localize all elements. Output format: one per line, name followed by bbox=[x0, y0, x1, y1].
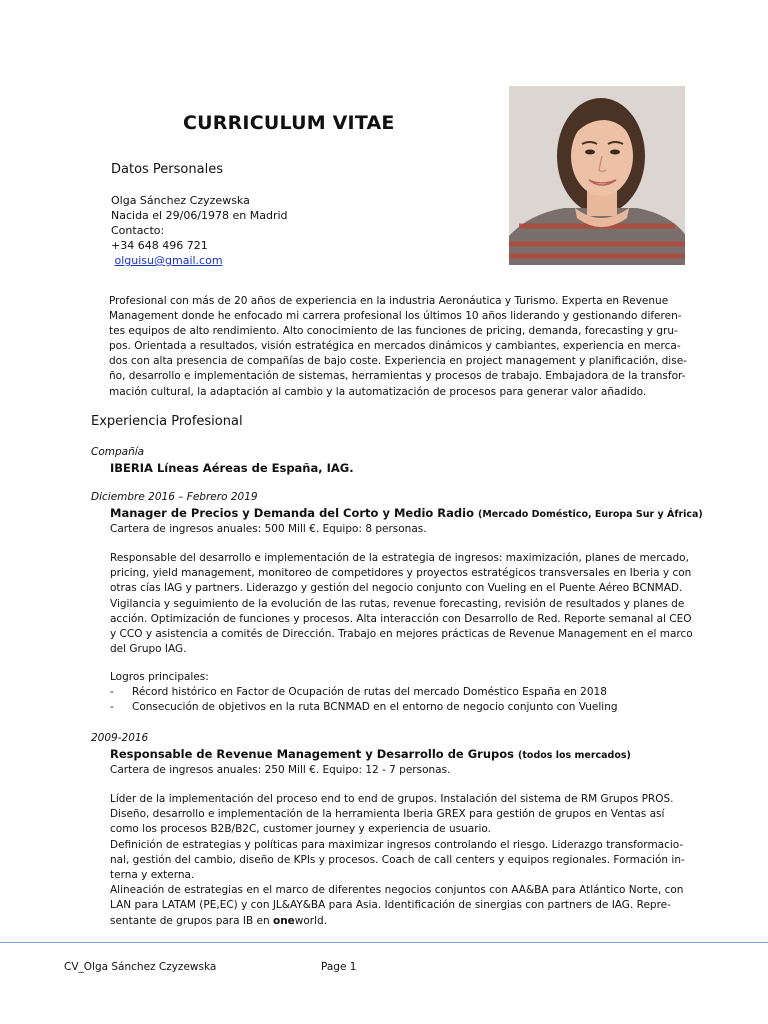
last-line-suffix: world. bbox=[294, 914, 328, 927]
job2-desc-line: nal, gestión del cambio, diseño de KPIs y procesos. Coach de call centers y equipos regionales. Formación in- bbox=[110, 853, 685, 866]
job1-description bbox=[110, 551, 693, 657]
footer-doc-name: CV_Olga Sánchez Czyzewska bbox=[64, 961, 217, 973]
job2-desc-line: Definición de estrategias y políticas para maximizar ingresos controlando el riesgo. Liderazgo transformacio- bbox=[110, 838, 684, 851]
job1-desc-line: Vigilancia y seguimiento de la evolución de las rutas, revenue forecasting, revisión de resultados y planes de bbox=[110, 597, 685, 610]
company-label: Compañía bbox=[91, 446, 145, 458]
achievement-text: Récord histórico en Factor de Ocupación de rutas del mercado Doméstico España en 2018 bbox=[132, 686, 607, 698]
contact-label: Contacto: bbox=[111, 224, 165, 237]
summary-line: tes equipos de alto rendimiento. Alto conocimiento de las funciones de pricing, demanda, forecasting y gru- bbox=[109, 325, 678, 338]
job1-title: Manager de Precios y Demanda del Corto y Medio Radio bbox=[110, 506, 474, 520]
job2-desc-line: Alineación de estrategias en el marco de diferentes negocios conjuntos con AA&BA para Atlántico Norte, con bbox=[110, 884, 684, 897]
profile-summary bbox=[109, 294, 699, 400]
job1-budget-text: Cartera de ingresos anuales: 500 Mill €. Equipo: 8 personas. bbox=[110, 523, 427, 535]
job1-scope: (Mercado Doméstico, Europa Sur y África) bbox=[478, 509, 703, 520]
job1-desc-line: Responsable del desarrollo e implementación de la estrategia de ingresos: maximización, planes de mercado, bbox=[110, 552, 689, 564]
job1-period: Diciembre 2016 – Febrero 2019 bbox=[91, 491, 258, 503]
job1-achievements-label bbox=[110, 670, 209, 685]
job2-desc-line-last bbox=[110, 914, 685, 929]
job1-achievements bbox=[110, 685, 670, 717]
list-item: - Consecución de objetivos en la ruta BCNMAD en el entorno de negocio conjunto con Vueling bbox=[110, 700, 670, 715]
birth-info: Nacida el 29/06/1978 en Madrid bbox=[111, 209, 288, 222]
footer-page-number: Page 1 bbox=[321, 961, 357, 973]
job1-title-line bbox=[110, 506, 703, 520]
document-title: CURRICULUM VITAE bbox=[183, 112, 395, 134]
job1-desc-line: pricing, yield management, monitoreo de competidores y proyectos estratégicos transversales en Iberia y con bbox=[110, 567, 692, 580]
job1-desc-line: otras cías IAG y partners. Liderazgo y gestión del negocio conjunto con Vueling en el Puente Aéreo BCNMAD. bbox=[110, 582, 683, 595]
experience-heading: Experiencia Profesional bbox=[91, 414, 243, 429]
job2-title-line bbox=[110, 747, 631, 761]
email-link[interactable]: olguisu@gmail.com bbox=[114, 254, 223, 267]
job1-desc-line: del Grupo IAG. bbox=[110, 643, 187, 656]
job1-desc-line: acción. Optimización de funciones y procesos. Alta interacción con Desarrollo de Red. Reporte semanal al CEO bbox=[110, 612, 692, 625]
last-line-prefix: sentante de grupos para IB en bbox=[110, 914, 273, 927]
phone-number: +34 648 496 721 bbox=[111, 239, 208, 252]
summary-line: Management donde he enfocado mi carrera profesional los últimos 10 años liderando y gestionando diferen- bbox=[109, 310, 682, 323]
company-name: IBERIA Líneas Aéreas de España, IAG. bbox=[110, 461, 354, 475]
job2-period: 2009-2016 bbox=[91, 732, 149, 744]
job2-desc-line: terna y externa. bbox=[110, 869, 195, 882]
job2-scope: (todos los mercados) bbox=[518, 750, 631, 761]
job2-desc-line: Líder de la implementación del proceso end to end de grupos. Instalación del sistema de RM Grupos PROS. bbox=[110, 793, 674, 805]
person-name: Olga Sánchez Czyzewska bbox=[111, 194, 250, 207]
job2-description bbox=[110, 792, 685, 929]
summary-line: ño, desarrollo e implementación de sistemas, herramientas y procesos de trabajo. Embajadora de la transfor- bbox=[109, 370, 686, 383]
footer-divider bbox=[0, 942, 768, 943]
job1-desc-line: y CCO y asistencia a comités de Dirección. Trabajo en mejores prácticas de Revenue Management en el marco bbox=[110, 628, 693, 641]
achievement-text: Consecución de objetivos en la ruta BCNMAD en el entorno de negocio conjunto con Vueling bbox=[132, 701, 618, 713]
summary-line: dos con alta presencia de compañías de bajo coste. Experiencia en project management y planificación, dise- bbox=[109, 355, 687, 368]
profile-photo bbox=[509, 86, 685, 265]
personal-data-heading: Datos Personales bbox=[111, 162, 223, 177]
achievements-label-text: Logros principales: bbox=[110, 671, 209, 683]
job1-budget bbox=[110, 522, 427, 537]
summary-line: Profesional con más de 20 años de experiencia en la industria Aeronáutica y Turismo. Experta en Revenue bbox=[109, 295, 669, 307]
summary-line: pos. Orientada a resultados, visión estratégica en mercados dinámicos y cambiantes, experiencia en merca- bbox=[109, 340, 681, 353]
job2-title: Responsable de Revenue Management y Desarrollo de Grupos bbox=[110, 747, 515, 761]
job2-budget bbox=[110, 763, 450, 778]
job2-desc-line: como los procesos B2B/B2C, customer journey y experiencia de usuario. bbox=[110, 823, 492, 836]
list-item: - Récord histórico en Factor de Ocupación de rutas del mercado Doméstico España en 2018 bbox=[110, 685, 670, 700]
job2-desc-line: LAN para LATAM (PE,EC) y con JL&AY&BA para Asia. Identificación de sinergias con partners de IAG. Repre- bbox=[110, 899, 671, 912]
summary-line: mación cultural, la adaptación al cambio y la automatización de procesos para generar valor añadido. bbox=[109, 385, 647, 398]
job2-budget-text: Cartera de ingresos anuales: 250 Mill €. Equipo: 12 - 7 personas. bbox=[110, 764, 451, 776]
oneworld-bold: one bbox=[272, 914, 295, 927]
job2-desc-line: Diseño, desarrollo e implementación de la herramienta Iberia GREX para gestión de grupos en Ventas así bbox=[110, 808, 665, 821]
